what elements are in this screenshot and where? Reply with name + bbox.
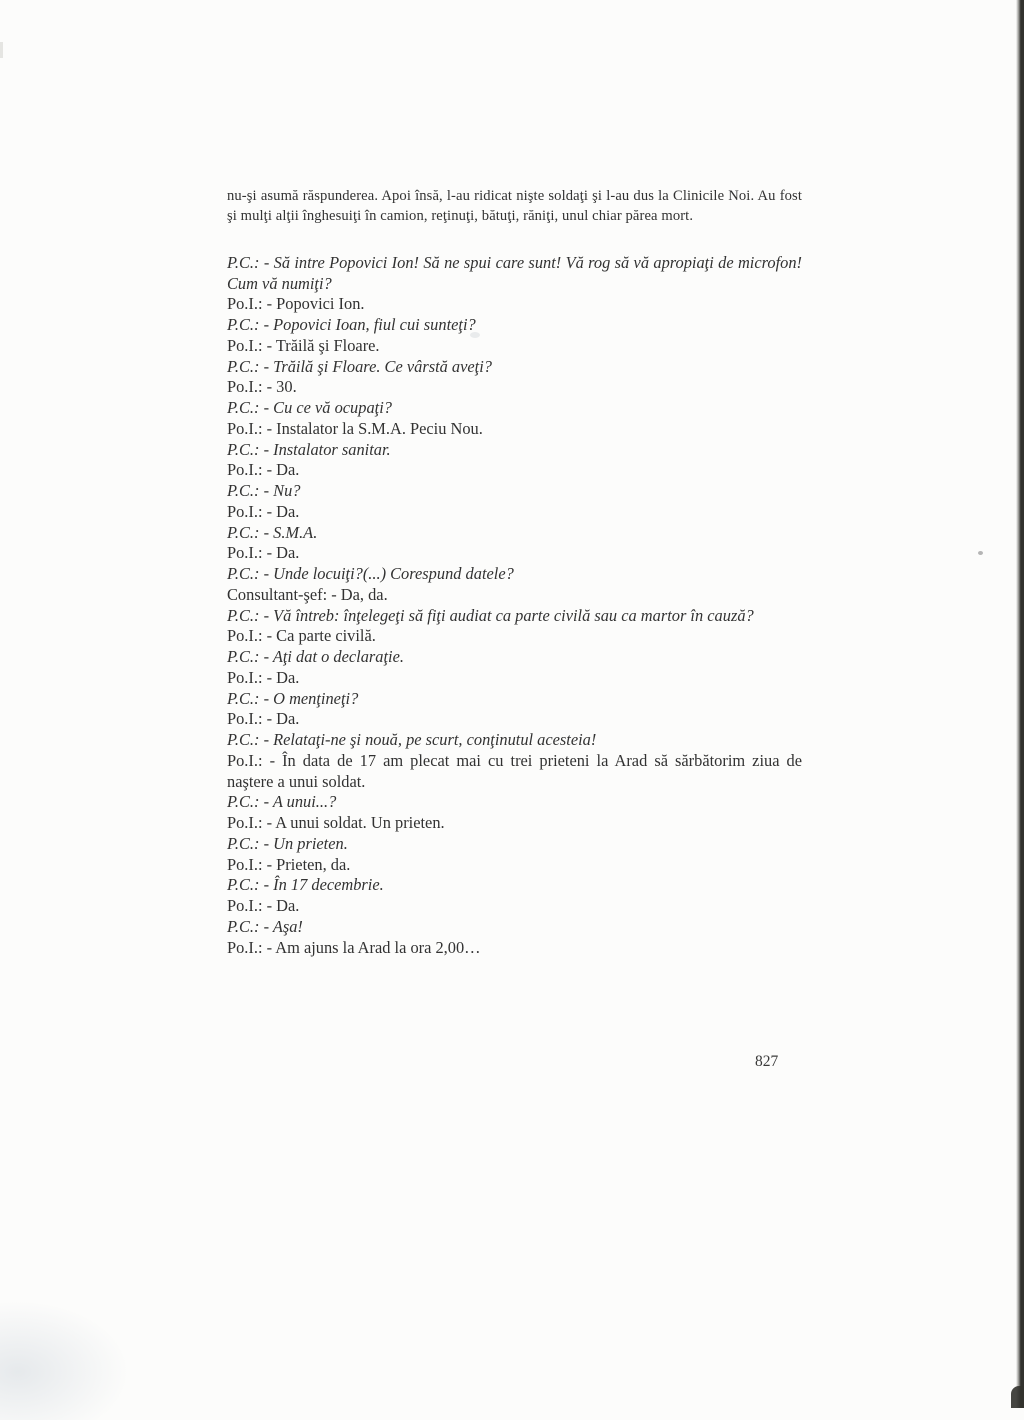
- dialogue-line: Po.I.: - Ca parte civilă.: [227, 626, 376, 646]
- dialogue-line: Po.I.: - Da.: [227, 896, 300, 916]
- dialogue-line: Po.I.: - Popovici Ion.: [227, 294, 365, 314]
- scan-speck: [978, 551, 983, 555]
- scan-nick-left: [0, 42, 3, 58]
- dialogue-line: P.C.: - Instalator sanitar.: [227, 439, 391, 459]
- dialogue-line: P.C.: - Aţi dat o declaraţie.: [227, 647, 404, 667]
- dialogue-line: Po.I.: - Am ajuns la Arad la ora 2,00…: [227, 937, 481, 957]
- intro-paragraph: nu-şi asumă răspunderea. Apoi însă, l-au ridicat nişte soldaţi şi l-au dus la Clinicile Noi. Au fost şi mulţi alţii înghesuiţi în camion, reţinuţi, bătuţi, răniţi, unul chiar părea mort.: [227, 188, 802, 225]
- dialogue: [227, 253, 802, 959]
- dialogue-line: P.C.: - Vă întreb: înţelegeţi să fiţi audiat ca parte civilă sau ca martor în cauză?: [227, 605, 754, 625]
- dialogue-line: P.C.: - Să intre Popovici Ion! Să ne spui care sunt! Vă rog să vă apropiaţi de microfon! Cum vă numiţi?: [227, 252, 802, 293]
- dialogue-line: Po.I.: - Instalator la S.M.A. Peciu Nou.: [227, 418, 483, 438]
- dialogue-line: P.C.: - S.M.A.: [227, 522, 318, 542]
- dialogue-line: P.C.: - A unui...?: [227, 792, 337, 812]
- dialogue-line: P.C.: - În 17 decembrie.: [227, 875, 384, 895]
- dialogue-line: P.C.: - Cu ce vă ocupaţi?: [227, 398, 392, 418]
- dialogue-line: Po.I.: - Trăilă şi Floare.: [227, 335, 380, 355]
- dialogue-line: Po.I.: - Da.: [227, 501, 300, 521]
- dialogue-line: P.C.: - Trăilă şi Floare. Ce vârstă aveţi?: [227, 356, 492, 376]
- dialogue-line: P.C.: - Relataţi-ne şi nouă, pe scurt, conţinutul acesteia!: [227, 730, 597, 750]
- dialogue-line: Po.I.: - Da.: [227, 543, 300, 563]
- dialogue-line: P.C.: - Unde locuiţi?(...) Corespund datele?: [227, 564, 514, 584]
- dialogue-line: Po.I.: - Da.: [227, 667, 300, 687]
- dialogue-line: Po.I.: - 30.: [227, 377, 297, 397]
- dialogue-line: Po.I.: - Prieten, da.: [227, 854, 351, 874]
- dialogue-line: P.C.: - Nu?: [227, 481, 301, 501]
- dialogue-line: P.C.: - Un prieten.: [227, 833, 348, 853]
- dialogue-line: Po.I.: - Da.: [227, 460, 300, 480]
- dialogue-line: P.C.: - Popovici Ioan, fiul cui sunteţi?: [227, 315, 476, 335]
- scan-edge-corner: [1011, 1386, 1024, 1408]
- scan-edge-right: [1016, 0, 1024, 1408]
- page-text-block: [227, 186, 802, 958]
- dialogue-line: Consultant-şef: - Da, da.: [227, 584, 388, 604]
- scan-smudge-bottom-left: [0, 1300, 130, 1420]
- dialogue-line: P.C.: - O menţineţi?: [227, 688, 359, 708]
- page-number: 827: [755, 1053, 779, 1070]
- dialogue-line: Po.I.: - Da.: [227, 709, 300, 729]
- dialogue-line: P.C.: - Aşa!: [227, 916, 303, 936]
- dialogue-line: Po.I.: - În data de 17 am plecat mai cu trei prieteni la Arad să sărbătorim ziua de naştere a unui soldat.: [227, 750, 802, 791]
- dialogue-line: Po.I.: - A unui soldat. Un prieten.: [227, 813, 445, 833]
